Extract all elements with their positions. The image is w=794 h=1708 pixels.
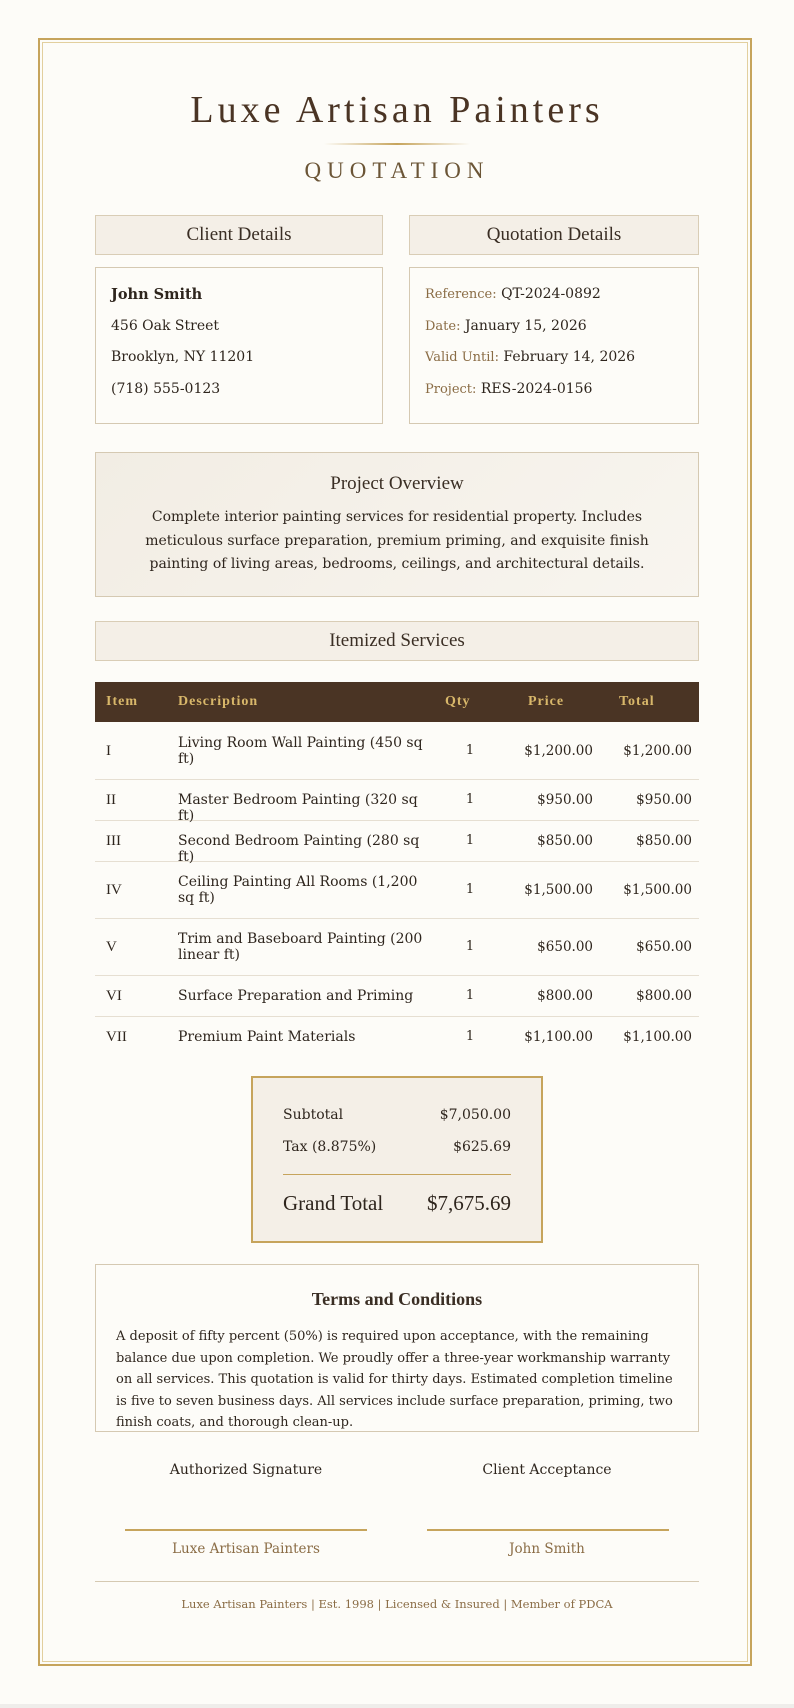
row-qty: 1 xyxy=(465,792,475,807)
project-overview-text: Complete interior painting services for residential property. Includes meticulous surface preparation, premium priming, and exquisite finish painting of living areas, bedrooms, ceilings, and architectural details. xyxy=(145,509,649,572)
row-price: $650.00 xyxy=(537,939,593,955)
client-details-heading: Client Details xyxy=(95,215,383,255)
table-row xyxy=(95,780,699,824)
table-row xyxy=(95,821,699,865)
tax-value: $625.69 xyxy=(453,1139,511,1155)
row-item-number: I xyxy=(106,743,111,759)
row-description: Master Bedroom Painting (320 sq ft) xyxy=(178,792,418,824)
row-total: $800.00 xyxy=(636,988,692,1004)
row-item-number: III xyxy=(106,833,121,849)
row-total: $1,100.00 xyxy=(623,1029,692,1045)
table-row xyxy=(95,1017,699,1058)
row-price: $800.00 xyxy=(537,988,593,1004)
table-row xyxy=(95,862,699,919)
reference-label: Reference: xyxy=(425,287,497,302)
column-header-qty: Qty xyxy=(445,694,471,709)
row-qty: 1 xyxy=(465,939,475,954)
project-overview-heading: Project Overview xyxy=(330,473,464,494)
client-acceptance-line[interactable] xyxy=(427,1529,669,1531)
column-header-price: Price xyxy=(528,694,565,709)
row-total: $950.00 xyxy=(636,792,692,808)
date-line xyxy=(425,318,587,334)
client-details-box xyxy=(95,267,383,424)
quotation-details-heading: Quotation Details xyxy=(409,215,699,255)
row-qty: 1 xyxy=(465,882,475,897)
client-acceptance-name: John Smith xyxy=(509,1541,585,1557)
row-item-number: V xyxy=(106,939,117,955)
grand-total-value: $7,675.69 xyxy=(427,1191,511,1215)
row-qty: 1 xyxy=(465,988,475,1003)
quotation-details-box xyxy=(409,267,699,424)
row-price: $1,200.00 xyxy=(524,743,593,759)
company-name: Luxe Artisan Painters xyxy=(190,89,604,131)
row-item-number: VI xyxy=(106,988,122,1004)
row-description: Living Room Wall Painting (450 sq ft) xyxy=(178,735,423,767)
column-header-total: Total xyxy=(619,694,655,709)
reference-line xyxy=(425,286,601,302)
row-description: Ceiling Painting All Rooms (1,200 sq ft) xyxy=(178,874,418,906)
date-label: Date: xyxy=(425,319,461,334)
title-divider xyxy=(324,143,470,145)
totals-divider xyxy=(283,1174,511,1175)
services-table-header xyxy=(95,682,699,722)
row-qty: 1 xyxy=(465,833,475,848)
project-line xyxy=(425,381,592,397)
terms-heading: Terms and Conditions xyxy=(311,1289,483,1309)
subtotal-value: $7,050.00 xyxy=(439,1107,511,1123)
column-header-description: Description xyxy=(178,694,259,709)
table-row xyxy=(95,722,699,780)
client-acceptance-label: Client Acceptance xyxy=(482,1462,612,1478)
row-price: $1,500.00 xyxy=(524,882,593,898)
row-item-number: IV xyxy=(106,882,122,898)
project-value: RES-2024-0156 xyxy=(480,381,593,397)
table-row xyxy=(95,919,699,976)
footer-text: Luxe Artisan Painters | Est. 1998 | Licensed & Insured | Member of PDCA xyxy=(181,1597,613,1611)
row-total: $1,500.00 xyxy=(623,882,692,898)
row-total: $850.00 xyxy=(636,833,692,849)
row-description: Second Bedroom Painting (280 sq ft) xyxy=(178,833,420,865)
document-title: QUOTATION xyxy=(304,158,490,183)
footer-divider xyxy=(95,1581,699,1582)
row-total: $1,200.00 xyxy=(623,743,692,759)
row-item-number: II xyxy=(106,792,116,808)
authorized-signature-name: Luxe Artisan Painters xyxy=(172,1541,320,1557)
row-price: $1,100.00 xyxy=(524,1029,593,1045)
row-item-number: VII xyxy=(106,1029,127,1045)
row-description: Premium Paint Materials xyxy=(178,1029,356,1045)
client-name: John Smith xyxy=(111,286,203,303)
tax-label: Tax (8.875%) xyxy=(283,1139,377,1155)
row-total: $650.00 xyxy=(636,939,692,955)
subtotal-label: Subtotal xyxy=(283,1107,344,1123)
row-qty: 1 xyxy=(465,1029,475,1044)
client-phone: (718) 555-0123 xyxy=(111,381,221,397)
terms-text: A deposit of fifty percent (50%) is required upon acceptance, with the remaining balance due upon completion. We proudly offer a three-year workmanship warranty on all services. This quotation is valid for thirty days. Estimated completion timeline is five to seven business days. All services include surface preparation, priming, two finish coats, and thorough clean-up. xyxy=(116,1329,673,1430)
authorized-signature-label: Authorized Signature xyxy=(169,1462,323,1478)
date-value: January 15, 2026 xyxy=(464,318,587,334)
totals-box xyxy=(251,1076,543,1243)
valid-until-label: Valid Until: xyxy=(425,350,499,365)
grand-total-label: Grand Total xyxy=(283,1191,384,1215)
row-price: $850.00 xyxy=(537,833,593,849)
table-row xyxy=(95,976,699,1017)
row-qty: 1 xyxy=(465,743,475,758)
valid-until-value: February 14, 2026 xyxy=(503,349,636,365)
reference-value: QT-2024-0892 xyxy=(501,286,601,302)
valid-until-line xyxy=(425,349,635,365)
terms-and-conditions xyxy=(95,1264,699,1432)
client-city: Brooklyn, NY 11201 xyxy=(111,349,255,365)
project-label: Project: xyxy=(425,382,477,397)
column-header-item: Item xyxy=(106,694,138,709)
row-description: Trim and Baseboard Painting (200 linear ft) xyxy=(178,931,423,963)
client-street: 456 Oak Street xyxy=(111,318,220,334)
authorized-signature-line[interactable] xyxy=(125,1529,367,1531)
row-description: Surface Preparation and Priming xyxy=(178,988,414,1004)
itemized-services-heading: Itemized Services xyxy=(95,621,699,661)
row-price: $950.00 xyxy=(537,792,593,808)
project-overview xyxy=(95,452,699,597)
